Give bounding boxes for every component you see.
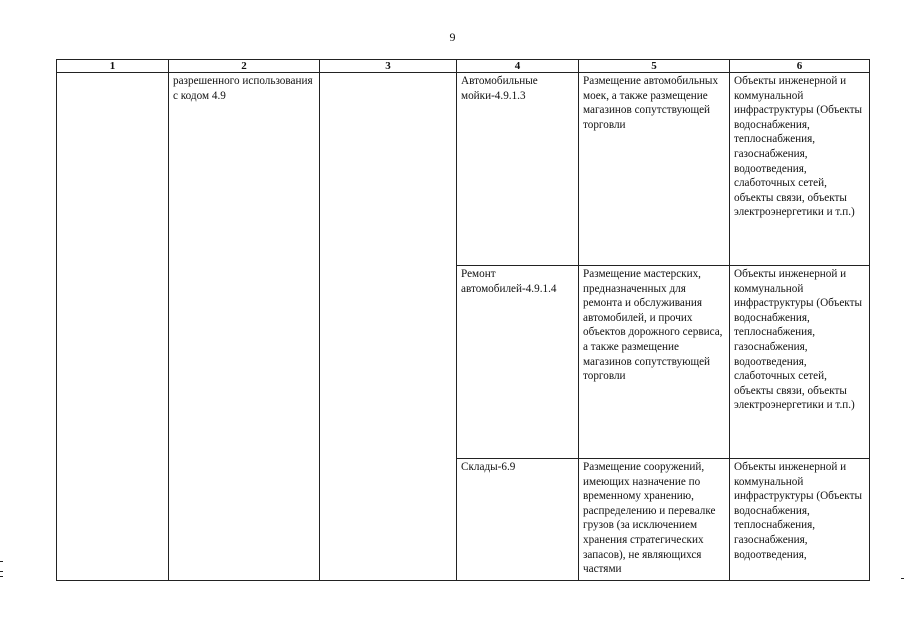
cell-use-type: Ремонт автомобилей-4.9.1.4 <box>457 266 579 459</box>
column-header-4: 4 <box>457 60 579 73</box>
column-header-5: 5 <box>579 60 730 73</box>
scan-edge-mark <box>0 561 3 562</box>
page-number: 9 <box>449 30 456 44</box>
land-use-table <box>56 59 870 583</box>
page-bottom-margin <box>0 581 905 640</box>
cell-use-type: Склады-6.9 <box>457 459 579 583</box>
column-header-2: 2 <box>169 60 320 73</box>
cell-col1 <box>57 73 169 583</box>
column-header-6: 6 <box>730 60 870 73</box>
table-bottom-border <box>56 580 870 581</box>
cell-auxiliary-objects: Объекты инженерной и коммунальной инфраструктуры (Объекты водоснабжения, теплоснабжения, газоснабжения, водоотведения, слаботочных сетей, объекты связи, объекты электроэнергетики и т.п.) <box>730 73 870 266</box>
column-header-3: 3 <box>320 60 457 73</box>
cell-use-description: Размещение сооружений, имеющих назначение по временному хранению, распределению и перевалке грузов (за исключением хранения стратегических запасов), не являющихся частями <box>579 459 730 583</box>
cell-use-description: Размещение автомобильных моек, а также размещение магазинов сопутствующей торговли <box>579 73 730 266</box>
column-header-1: 1 <box>57 60 169 73</box>
table-row <box>57 73 870 266</box>
cell-auxiliary-objects: Объекты инженерной и коммунальной инфраструктуры (Объекты водоснабжения, теплоснабжения, газоснабжения, водоотведения, слаботочных сетей, объекты связи, объекты электроэнергетики и т.п.) <box>730 266 870 459</box>
table-header-row <box>57 60 870 73</box>
cell-use-type: Автомобильные мойки-4.9.1.3 <box>457 73 579 266</box>
scan-edge-mark <box>0 576 3 577</box>
scan-edge-mark <box>0 571 3 572</box>
cell-col2-use-code: разрешенного использования с кодом 4.9 <box>169 73 320 583</box>
cell-auxiliary-objects: Объекты инженерной и коммунальной инфраструктуры (Объекты водоснабжения, теплоснабжения, газоснабжения, водоотведения, <box>730 459 870 583</box>
cell-use-description: Размещение мастерских, предназначенных для ремонта и обслуживания автомобилей, и прочих объектов дорожного сервиса, а также размещение магазинов сопутствующей торговли <box>579 266 730 459</box>
scan-edge-mark <box>901 578 904 579</box>
cell-col3 <box>320 73 457 583</box>
